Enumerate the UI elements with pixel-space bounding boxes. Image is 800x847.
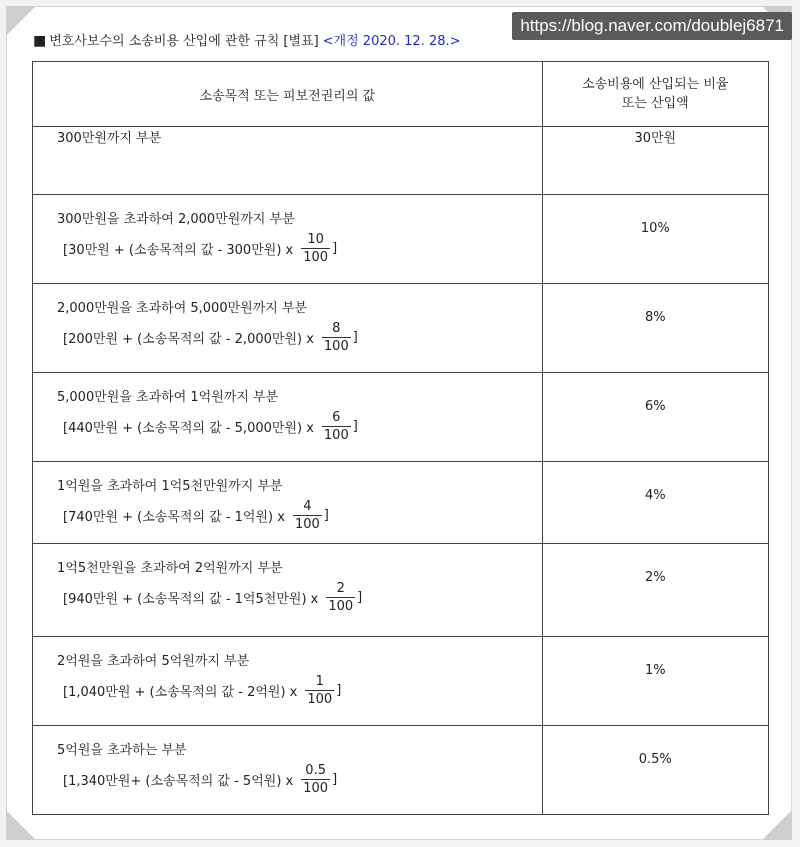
formula (63, 500, 542, 531)
rate-cell: 2% (542, 544, 768, 637)
fraction-numerator: 0.5 (305, 763, 326, 778)
revision-note: <개정 2020. 12. 28.> (322, 34, 461, 49)
document-title (33, 30, 461, 49)
fraction (301, 764, 330, 795)
square-bullet-icon: ■ (33, 33, 47, 49)
fraction (301, 233, 330, 264)
range-text: 5,000만원을 초과하여 1억원까지 부분 (57, 390, 279, 405)
formula (63, 233, 542, 264)
range-text: 5억원을 초과하는 부분 (57, 743, 187, 758)
table-row (33, 195, 769, 284)
fraction-denominator: 100 (303, 781, 329, 796)
rate-cell: 1% (542, 637, 768, 726)
formula-text: [200만원 + (소송목적의 값 - 2,000만원) x (63, 332, 314, 347)
range-text: 300만원을 초과하여 2,000만원까지 부분 (57, 212, 295, 227)
range-cell (33, 284, 543, 373)
fraction (322, 411, 351, 442)
range-text: 1억원을 초과하여 1억5천만원까지 부분 (57, 479, 283, 494)
fraction-denominator: 100 (323, 339, 349, 354)
formula-close-bracket: ] (352, 330, 358, 345)
corner-fold-top-left (6, 6, 36, 36)
fraction (322, 322, 351, 353)
formula-text: [440만원 + (소송목적의 값 - 5,000만원) x (63, 421, 314, 436)
header-inclusion-rate-line1: 소송비용에 산입되는 비율 (582, 77, 729, 92)
header-inclusion-rate (542, 62, 768, 127)
fraction-numerator: 2 (336, 581, 345, 596)
formula (63, 322, 542, 353)
fraction-numerator: 1 (315, 674, 324, 689)
fraction-numerator: 10 (307, 232, 324, 247)
range-cell (33, 544, 543, 637)
table-header-row (33, 62, 769, 127)
fraction-numerator: 8 (332, 321, 341, 336)
formula-close-bracket: ] (357, 590, 363, 605)
rate-cell: 6% (542, 373, 768, 462)
table-row (33, 284, 769, 373)
formula (63, 411, 542, 442)
table-row (33, 127, 769, 195)
range-text: 1억5천만원을 초과하여 2억원까지 부분 (57, 561, 283, 576)
rate-cell: 10% (542, 195, 768, 284)
formula (63, 582, 542, 613)
fraction (326, 582, 355, 613)
formula-close-bracket: ] (332, 772, 338, 787)
table-row (33, 462, 769, 544)
fraction-denominator: 100 (294, 517, 320, 532)
header-inclusion-rate-line2: 또는 산입액 (621, 96, 689, 111)
formula-text: [1,340만원+ (소송목적의 값 - 5억원) x (63, 774, 294, 789)
formula-close-bracket: ] (352, 419, 358, 434)
range-cell (33, 637, 543, 726)
formula-text: [1,040만원 + (소송목적의 값 - 2억원) x (63, 685, 298, 700)
rate-cell: 0.5% (542, 726, 768, 815)
range-cell: 300만원까지 부분 (33, 127, 543, 195)
range-cell (33, 462, 543, 544)
rate-cell: 4% (542, 462, 768, 544)
blog-url-watermark: https://blog.naver.com/doublej6871 (512, 12, 792, 40)
formula (63, 764, 542, 795)
table-row (33, 637, 769, 726)
formula (63, 675, 542, 706)
table-row (33, 726, 769, 815)
range-text: 2억원을 초과하여 5억원까지 부분 (57, 654, 250, 669)
table-row (33, 544, 769, 637)
rate-cell: 30만원 (542, 127, 768, 195)
rate-cell: 8% (542, 284, 768, 373)
fee-table (32, 61, 769, 815)
fraction (293, 500, 322, 531)
range-cell (33, 195, 543, 284)
formula-close-bracket: ] (332, 241, 338, 256)
fraction-numerator: 6 (332, 410, 341, 425)
fraction-denominator: 100 (307, 692, 333, 707)
fraction-denominator: 100 (328, 599, 354, 614)
range-cell (33, 726, 543, 815)
fraction (305, 675, 334, 706)
fraction-denominator: 100 (303, 250, 329, 265)
header-claim-value: 소송목적 또는 피보전권리의 값 (33, 62, 543, 127)
table-row (33, 373, 769, 462)
formula-text: [740만원 + (소송목적의 값 - 1억원) x (63, 510, 285, 525)
fraction-denominator: 100 (323, 428, 349, 443)
fraction-numerator: 4 (303, 499, 312, 514)
title-text: 변호사보수의 소송비용 산입에 관한 규칙 [별표] (49, 34, 319, 49)
formula-close-bracket: ] (336, 683, 342, 698)
range-cell (33, 373, 543, 462)
formula-text: [30만원 + (소송목적의 값 - 300만원) x (63, 243, 294, 258)
range-text: 2,000만원을 초과하여 5,000만원까지 부분 (57, 301, 308, 316)
formula-text: [940만원 + (소송목적의 값 - 1억5천만원) x (63, 592, 319, 607)
formula-close-bracket: ] (323, 508, 329, 523)
